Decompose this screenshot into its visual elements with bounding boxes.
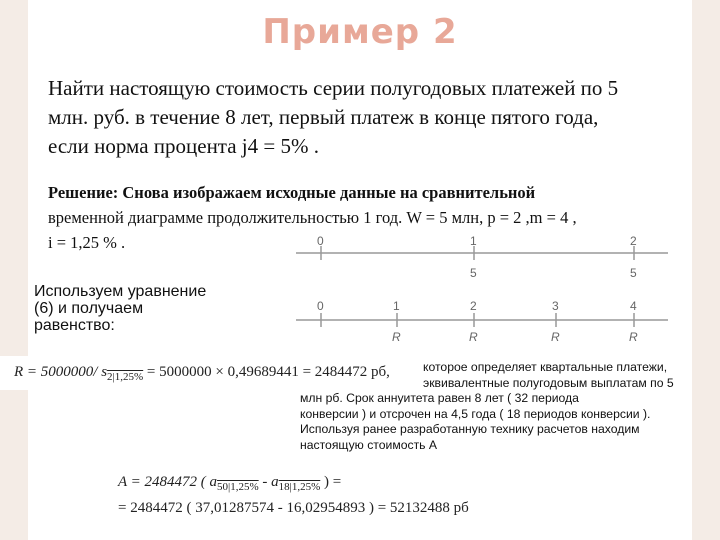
bottom-tick-label-0: 0: [317, 299, 324, 313]
payment-label-1: 5: [470, 266, 477, 280]
top-tick-label-1: 1: [470, 234, 477, 248]
r-label-1: R: [392, 330, 401, 344]
payment-label-2: 5: [630, 266, 637, 280]
equation-r-lhs: R = 5000000/ s: [14, 364, 108, 380]
uses-equation-text: [34, 283, 244, 334]
uses-line-2: (6) и получаем: [34, 300, 144, 317]
uses-line-1: Используем уравнение: [34, 283, 207, 300]
slide-title: Пример 2: [262, 12, 458, 52]
equation-a-part-1: A = 2484472 ( a: [118, 474, 218, 490]
solution-line-3: i = 1,25 % .: [48, 233, 126, 252]
bottom-tick-label-2: 2: [470, 299, 477, 313]
equation-a-result: = 2484472 ( 37,01287574 - 16,02954893 ) = 52132488 рб: [118, 500, 469, 516]
explanation-line-3: млн рб. Срок аннуитета равен 8 лет ( 32 периода: [300, 391, 579, 405]
time-diagram: [288, 230, 680, 348]
equation-a-subscript-1: 50|1,25%: [217, 481, 259, 493]
explanation-text: [300, 360, 720, 453]
explanation-line-1: которое определяет квартальные платежи,: [423, 360, 668, 374]
solution-line-1: Решение: Снова изображаем исходные данные на сравнительной: [48, 183, 536, 202]
uses-line-3: равенство:: [34, 317, 115, 334]
equation-a: [108, 466, 528, 526]
equation-r-rhs: = 5000000 × 0,49689441 = 2484472 рб,: [146, 364, 390, 380]
top-tick-label-2: 2: [630, 234, 637, 248]
time-diagram-svg: [288, 230, 680, 348]
problem-line-2: млн. руб. в течение 8 лет, первый платеж в конце пятого года,: [48, 105, 599, 129]
r-label-4: R: [629, 330, 638, 344]
equation-a-part-2: - a: [258, 474, 279, 490]
bottom-tick-label-4: 4: [630, 299, 637, 313]
explanation-line-5: Используя ранее разработанную технику расчетов находим: [300, 422, 640, 436]
problem-line-3: если норма процента j4 = 5% .: [48, 134, 319, 158]
explanation-line-2: эквивалентные полугодовым выплатам по 5: [423, 375, 674, 390]
r-label-3: R: [551, 330, 560, 344]
equation-r-subscript: 2|1,25%: [107, 371, 144, 383]
problem-line-1: Найти настоящую стоимость серии полугодовых платежей по 5: [48, 76, 619, 100]
top-tick-label-0: 0: [317, 234, 324, 248]
equation-a-subscript-2: 18|1,25%: [278, 481, 321, 493]
bottom-tick-label-3: 3: [552, 299, 559, 313]
explanation-line-4: конверсии ) и отсрочен на 4,5 года ( 18 периодов конверсии ).: [300, 406, 651, 421]
solution-line-2: временной диаграмме продолжительностью 1 год. W = 5 млн, p = 2 ,m = 4 ,: [48, 208, 577, 227]
problem-statement: [48, 74, 688, 161]
explanation-line-6: настоящую стоимость A: [300, 437, 438, 452]
r-label-2: R: [469, 330, 478, 344]
equation-a-part-3: ) =: [320, 474, 342, 490]
bottom-tick-label-1: 1: [393, 299, 400, 313]
